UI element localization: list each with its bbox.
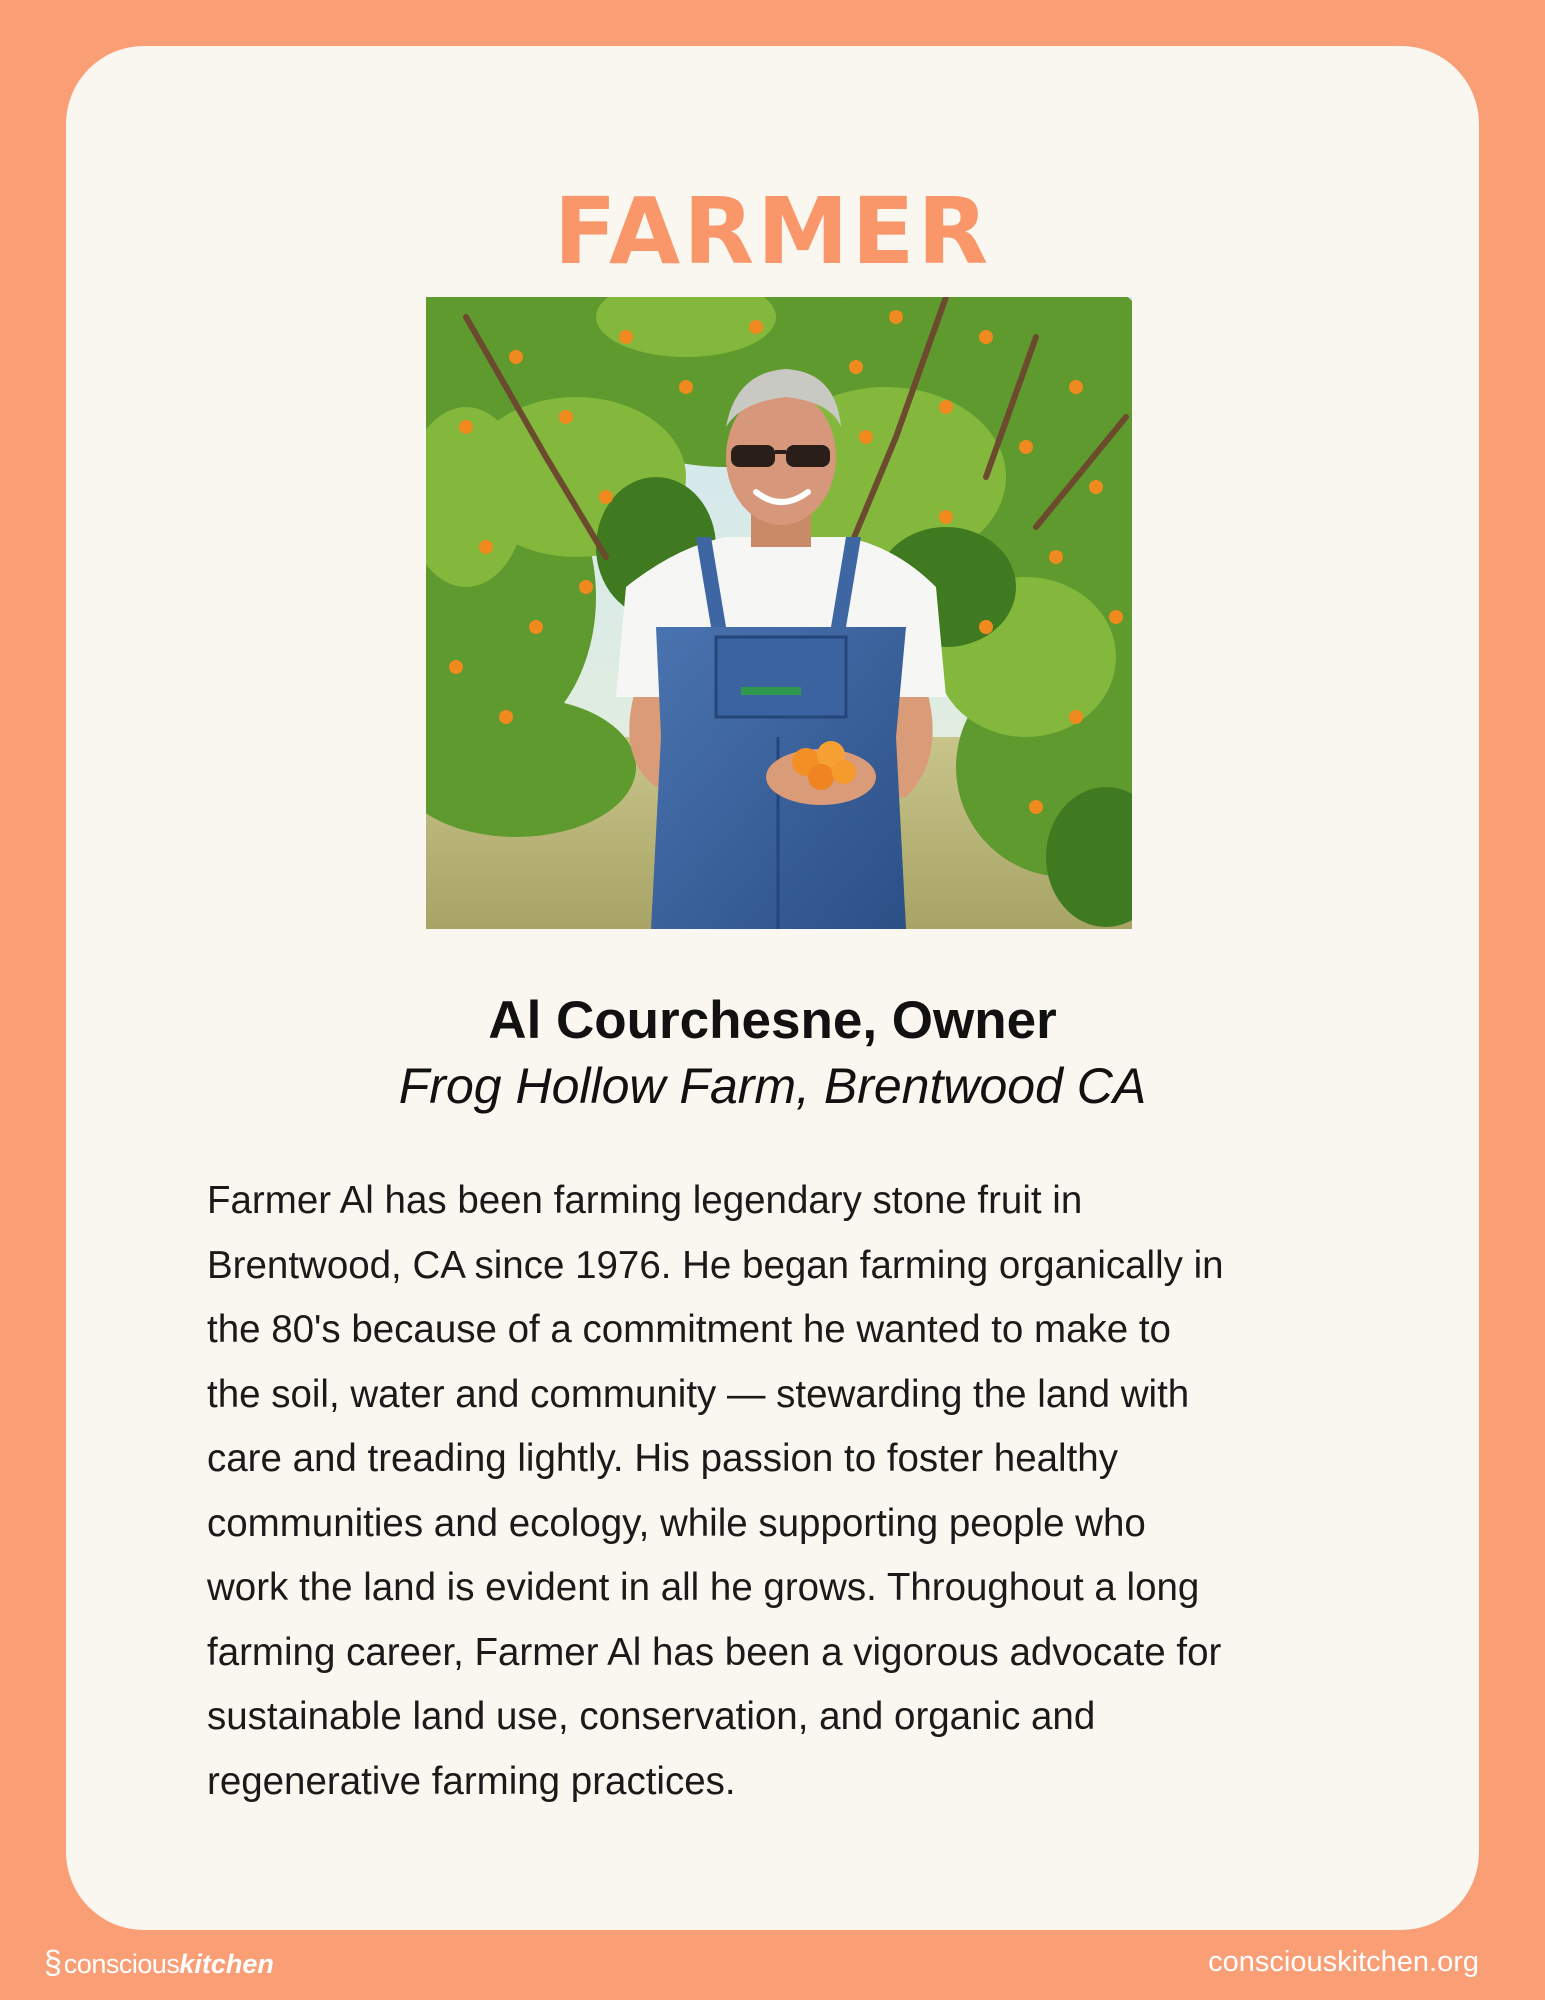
farmer-name: Al Courchesne, Owner: [488, 991, 1057, 1050]
bio-line: the 80's because of a commitment he wanted to make to: [207, 1308, 1171, 1351]
sprout-icon: §: [44, 1944, 62, 1980]
bio-line: communities and ecology, while supporting people who: [207, 1501, 1146, 1545]
farm-location: Frog Hollow Farm, Brentwood CA: [398, 1058, 1147, 1114]
bio-line: care and treading lightly. His passion to foster healthy: [207, 1437, 1118, 1480]
logo-text-kitchen: kitchen: [179, 1949, 274, 1979]
farmer-bio: [207, 1169, 1367, 1814]
bio-line: the soil, water and community — stewarding the land with: [207, 1372, 1190, 1416]
bio-line: work the land is evident in all he grows. Throughout a long: [207, 1566, 1200, 1609]
bio-line: Farmer Al has been farming legendary stone fruit in: [207, 1179, 1083, 1222]
website-link[interactable]: consciouskitchen.org: [1208, 1946, 1479, 1978]
bio-line: regenerative farming practices.: [207, 1759, 736, 1803]
page-title: FARMER: [553, 178, 992, 285]
bio-line: Brentwood, CA since 1976. He began farming organically in: [207, 1243, 1224, 1287]
farmer-photo: [426, 297, 1132, 929]
bio-line: sustainable land use, conservation, and organic and: [207, 1695, 1096, 1738]
logo-text-conscious: conscious: [63, 1949, 180, 1979]
conscious-kitchen-logo: [44, 1944, 274, 1980]
bio-line: farming career, Farmer Al has been a vigorous advocate for: [207, 1630, 1222, 1674]
profile-card: [66, 46, 1479, 1930]
